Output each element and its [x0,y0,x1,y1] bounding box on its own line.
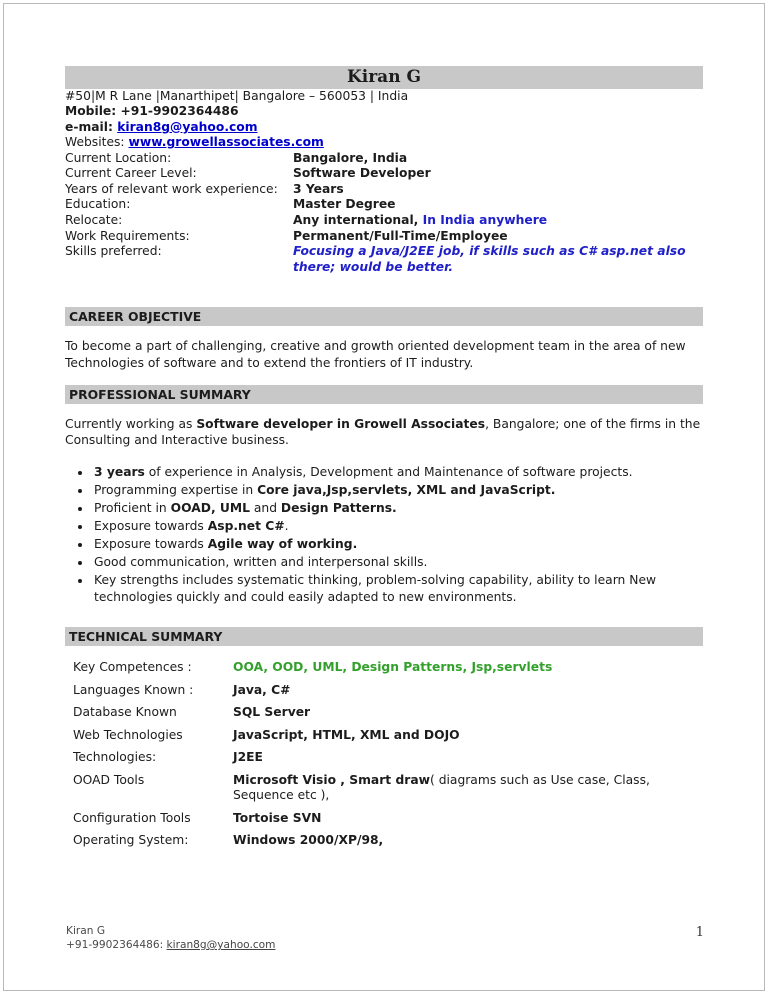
resume-page [3,3,765,991]
profile-label: Current Location: [65,150,172,165]
tech-label: Database Known [73,705,177,720]
technical-summary-grid [65,660,703,856]
bullet-bold: Asp.net C# [207,519,285,534]
section-header-career-objective: CAREER OBJECTIVE [65,307,703,326]
profile-label: Education: [65,197,131,212]
footer-name: Kiran G [66,925,106,937]
bullet-text: Exposure towards [94,537,208,552]
tech-label: Languages Known : [73,682,194,697]
skills-preferred-value: Focusing a Java/J2EE job, if skills such as C# asp.net also there; would be better. [293,244,686,274]
bullet-bold: 3 years [94,465,145,480]
email-link[interactable]: kiran8g@yahoo.com [117,119,258,134]
email-line [65,120,703,135]
profile-value: Software Developer [293,166,431,181]
summary-bullet [92,536,703,553]
summary-bullet [92,500,703,517]
resume-content [4,4,764,856]
summary-bullet [92,572,703,605]
profile-label: Current Career Level: [65,166,197,181]
tech-value: Microsoft Visio , Smart draw [233,772,430,787]
tech-value: SQL Server [233,705,311,720]
bullet-text: of experience in Analysis, Development and Maintenance of software projects. [144,465,633,480]
profile-label: Years of relevant work experience: [65,181,278,196]
bullet-bold: Design Patterns. [280,501,397,516]
footer [66,924,704,952]
profile-value [293,213,703,229]
tech-value-extra: ( diagrams such as Use case, Class, Sequence etc ), [233,772,650,803]
bullet-text: Exposure towards [94,519,208,534]
profile-value: Bangalore, India [293,150,408,165]
professional-summary-intro [65,416,703,448]
tech-label: OOAD Tools [73,772,145,787]
tech-label: Web Technologies [73,727,183,742]
bullet-bold: Core java,Jsp,servlets, XML and JavaScript. [257,483,556,498]
profile-value: Permanent/Full-Time/Employee [293,228,508,243]
tech-value-key-competences: OOA, OOD, UML, Design Patterns, Jsp,servlets [233,660,553,675]
websites-line [65,135,703,150]
intro-bold: Software developer in Growell Associates [196,416,486,431]
section-header-professional-summary: PROFESSIONAL SUMMARY [65,385,703,404]
tech-label: Operating System: [73,833,189,848]
address-line: #50|M R Lane |Manarthipet| Bangalore – 560053 | India [65,89,409,103]
page-number: 1 [695,925,704,940]
section-header-technical-summary: TECHNICAL SUMMARY [65,627,703,646]
tech-value: J2EE [233,750,263,765]
bullet-text: and [249,501,281,516]
tech-value: Java, C# [233,682,291,697]
footer-email-link[interactable]: kiran8g@yahoo.com [166,939,276,951]
bullet-text: Proficient in [94,501,171,516]
bullet-bold: Agile way of working. [207,537,358,552]
summary-bullet-list [65,464,703,605]
profile-label: Relocate: [65,213,123,227]
bullet-text: Good communication, written and interpersonal skills. [94,555,428,570]
profile-field-grid [65,151,703,276]
profile-label: Work Requirements: [65,228,190,243]
mobile-line: Mobile: +91-9902364486 [65,104,239,119]
bullet-bold: OOAD, UML [170,501,250,516]
intro-pre: Currently working as [65,416,197,431]
summary-bullet [92,482,703,499]
footer-phone: +91-9902364486: [66,939,167,951]
career-objective-text: To become a part of challenging, creative and growth oriented development team in the area of new Technologies of software and to extend the frontiers of IT industry. [65,339,686,370]
bullet-text: Programming expertise in [94,483,258,498]
tech-label: Technologies: [73,750,157,765]
tech-label: Key Competences : [73,660,192,675]
tech-label: Configuration Tools [73,810,191,825]
profile-label: Skills preferred: [65,244,162,259]
summary-bullet [92,518,703,535]
footer-contact [66,938,704,952]
summary-bullet [92,554,703,571]
candidate-name: Kiran G [346,67,421,87]
profile-value: Master Degree [293,197,396,212]
tech-value: Tortoise SVN [233,810,322,825]
bullet-text: . [284,519,289,534]
bullet-text: Key strengths includes systematic thinking, problem-solving capability, ability to learn New technologies quickly and could easily adapted to new environments. [94,573,657,604]
profile-value: 3 Years [293,181,344,196]
summary-bullet [92,464,703,481]
intro-post: , Bangalore; one of the firms in the Consulting and Interactive business. [65,416,701,447]
website-link[interactable]: www.growellassociates.com [128,135,324,150]
websites-label: Websites: [65,135,129,150]
relocate-value: Any international, [293,213,419,227]
tech-value: Windows 2000/XP/98, [233,833,384,848]
relocate-value-accent: In India anywhere [418,213,548,227]
tech-value-ooad-tools [233,773,703,804]
email-label: e-mail: [65,119,118,134]
resume-title-bar [65,66,703,89]
tech-value: JavaScript, HTML, XML and DOJO [233,727,460,742]
